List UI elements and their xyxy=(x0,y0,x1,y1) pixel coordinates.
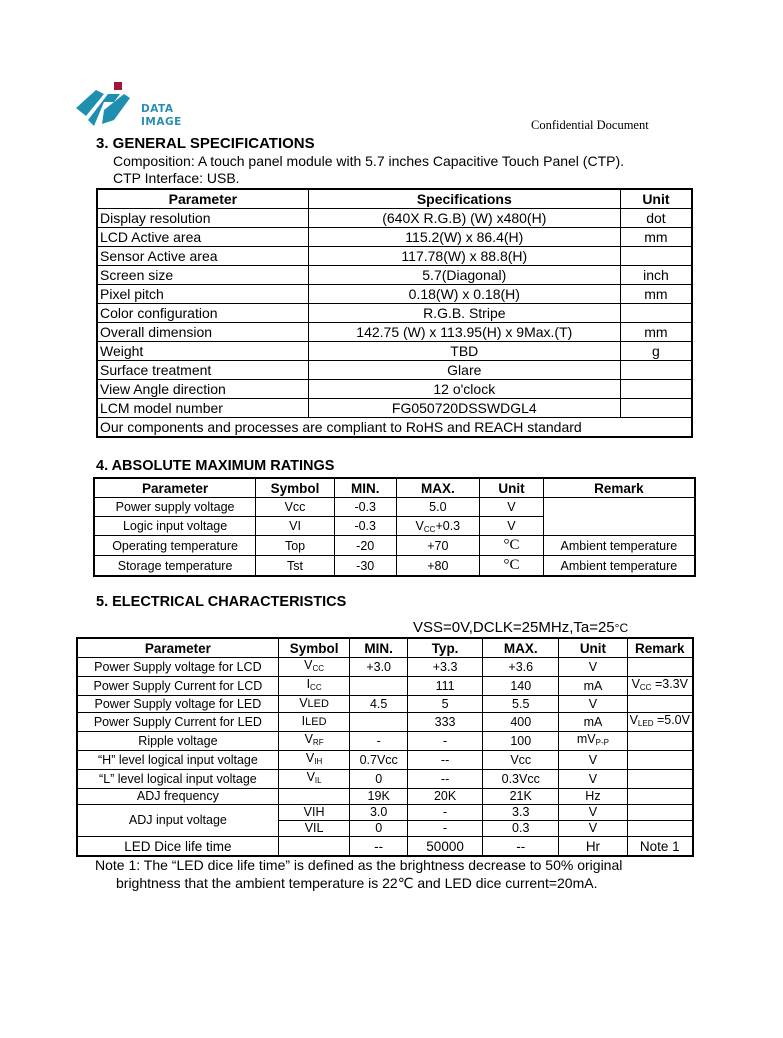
param-cell: “L” level logical input voltage xyxy=(77,770,278,789)
min-cell: +3.0 xyxy=(350,658,408,677)
param-cell: Power Supply voltage for LED xyxy=(77,696,278,713)
remark-cell xyxy=(627,821,693,837)
symbol-cell xyxy=(278,837,350,857)
table-row xyxy=(77,677,693,696)
typ-cell: - xyxy=(407,821,482,837)
spec-cell: Glare xyxy=(308,361,620,380)
symbol-text: V xyxy=(304,658,313,672)
table-row xyxy=(97,266,692,285)
footnote xyxy=(95,856,622,892)
unit-cell: inch xyxy=(620,266,692,285)
max-cell: 5.5 xyxy=(483,696,559,713)
unit-cell: V xyxy=(559,805,627,821)
conditions-unit: °C xyxy=(614,621,629,635)
unit-cell: V xyxy=(559,821,627,837)
symbol-text: I xyxy=(306,677,311,691)
param-cell: Sensor Active area xyxy=(97,247,308,266)
max-cell: +80 xyxy=(396,556,480,577)
remark-subscript: CC xyxy=(639,683,652,692)
param-cell: Color configuration xyxy=(97,304,308,323)
symbol-cell: VIL xyxy=(278,821,350,837)
remark-cell xyxy=(543,498,695,536)
spec-cell: 115.2(W) x 86.4(H) xyxy=(308,228,620,247)
table-row xyxy=(97,304,692,323)
spec-cell: 12 o'clock xyxy=(308,380,620,399)
unit-cell: g xyxy=(620,342,692,361)
absolute-max-ratings-table xyxy=(93,477,696,577)
header-cell: MAX. xyxy=(483,638,559,658)
table-row xyxy=(77,789,693,805)
symbol-cell xyxy=(278,658,350,677)
table-header-row xyxy=(77,638,693,658)
table-row xyxy=(94,556,695,577)
table-row xyxy=(97,380,692,399)
max-cell: 140 xyxy=(483,677,559,696)
unit-cell: V xyxy=(559,696,627,713)
remark-cell: Ambient temperature xyxy=(543,536,695,556)
param-cell: ADJ input voltage xyxy=(77,805,278,837)
section4-title: 4. ABSOLUTE MAXIMUM RATINGS xyxy=(96,458,335,474)
param-cell: LED Dice life time xyxy=(77,837,278,857)
max-cell: +70 xyxy=(396,536,480,556)
typ-cell: 111 xyxy=(407,677,482,696)
typ-cell: 5 xyxy=(407,696,482,713)
min-cell: -0.3 xyxy=(334,517,396,536)
param-cell: Surface treatment xyxy=(97,361,308,380)
remark-symbol: V xyxy=(631,677,640,691)
param-cell: “H” level logical input voltage xyxy=(77,751,278,770)
max-cell: 0.3 xyxy=(483,821,559,837)
symbol-text: V xyxy=(304,732,313,746)
table-row xyxy=(97,418,692,438)
unit-cell: mm xyxy=(620,228,692,247)
max-subscript: CC xyxy=(423,524,436,534)
table-row xyxy=(77,837,693,857)
spec-cell: 0.18(W) x 0.18(H) xyxy=(308,285,620,304)
max-cell: 0.3Vcc xyxy=(483,770,559,789)
header-cell: MIN. xyxy=(334,478,396,498)
max-cell: Vcc xyxy=(483,751,559,770)
header-cell: MIN. xyxy=(350,638,408,658)
section5-title: 5. ELECTRICAL CHARACTERISTICS xyxy=(96,594,347,610)
logo-text-data: DATA xyxy=(141,103,174,115)
spec-cell: 142.75 (W) x 113.95(H) x 9Max.(T) xyxy=(308,323,620,342)
param-cell: Storage temperature xyxy=(94,556,256,577)
max-offset: +0.3 xyxy=(435,518,461,533)
unit-cell: mm xyxy=(620,285,692,304)
param-cell: Display resolution xyxy=(97,209,308,228)
max-cell: 5.0 xyxy=(396,498,480,517)
unit-cell: V xyxy=(480,498,544,517)
unit-cell xyxy=(620,247,692,266)
unit-cell: mm xyxy=(620,323,692,342)
table-header-row xyxy=(97,189,692,209)
electrical-characteristics-table xyxy=(76,637,694,857)
typ-cell: 20K xyxy=(407,789,482,805)
param-cell: View Angle direction xyxy=(97,380,308,399)
symbol-text: V xyxy=(305,751,315,765)
interface-text: CTP Interface: USB. xyxy=(113,170,240,186)
remark-value: =5.0V xyxy=(653,713,690,727)
table-row xyxy=(77,696,693,713)
section3-title: 3. GENERAL SPECIFICATIONS xyxy=(96,135,315,152)
unit-cell: mA xyxy=(559,713,627,732)
unit-cell: V xyxy=(559,770,627,789)
param-cell: Overall dimension xyxy=(97,323,308,342)
table-row xyxy=(97,342,692,361)
symbol-cell xyxy=(278,713,350,732)
max-cell: +3.6 xyxy=(483,658,559,677)
param-cell: Power Supply Current for LED xyxy=(77,713,278,732)
header-cell: Remark xyxy=(627,638,693,658)
symbol-subscript: LED xyxy=(307,698,329,710)
symbol-cell xyxy=(278,677,350,696)
logo-text-image: IMAGE xyxy=(141,116,182,128)
data-image-logo-mark xyxy=(74,80,140,132)
remark-cell xyxy=(627,696,693,713)
symbol-cell: Tst xyxy=(256,556,335,577)
unit-cell: Hz xyxy=(559,789,627,805)
remark-cell: Note 1 xyxy=(627,837,693,857)
symbol-cell xyxy=(278,770,350,789)
unit-cell xyxy=(559,732,627,751)
max-cell: -- xyxy=(483,837,559,857)
remark-cell xyxy=(627,805,693,821)
typ-cell: -- xyxy=(407,751,482,770)
symbol-subscript: CC xyxy=(310,683,322,692)
typ-cell: - xyxy=(407,732,482,751)
typ-cell: -- xyxy=(407,770,482,789)
min-cell: 0.7Vcc xyxy=(350,751,408,770)
spec-cell: FG050720DSSWDGL4 xyxy=(308,399,620,418)
header-cell: Parameter xyxy=(77,638,278,658)
spec-cell: 5.7(Diagonal) xyxy=(308,266,620,285)
param-cell: Weight xyxy=(97,342,308,361)
company-logo xyxy=(74,80,204,132)
header-cell: MAX. xyxy=(396,478,480,498)
remark-cell xyxy=(627,713,693,732)
table-row xyxy=(97,323,692,342)
param-cell: Power supply voltage xyxy=(94,498,256,517)
symbol-cell xyxy=(278,732,350,751)
symbol-cell: Vcc xyxy=(256,498,335,517)
param-cell: Operating temperature xyxy=(94,536,256,556)
unit-cell xyxy=(620,399,692,418)
min-cell xyxy=(350,677,408,696)
spec-cell: R.G.B. Stripe xyxy=(308,304,620,323)
symbol-cell xyxy=(278,696,350,713)
unit-cell xyxy=(620,380,692,399)
table-row xyxy=(77,732,693,751)
header-cell: Parameter xyxy=(94,478,256,498)
remark-cell xyxy=(627,658,693,677)
typ-cell: 333 xyxy=(407,713,482,732)
header-cell: Remark xyxy=(543,478,695,498)
param-cell: LCM model number xyxy=(97,399,308,418)
max-cell xyxy=(396,517,480,536)
table-row xyxy=(94,536,695,556)
header-cell: Unit xyxy=(620,189,692,209)
min-cell xyxy=(350,713,408,732)
remark-cell xyxy=(627,732,693,751)
min-cell: -0.3 xyxy=(334,498,396,517)
table-row xyxy=(97,209,692,228)
remark-cell: Ambient temperature xyxy=(543,556,695,577)
typ-cell: +3.3 xyxy=(407,658,482,677)
max-cell: 21K xyxy=(483,789,559,805)
confidential-label: Confidential Document xyxy=(531,118,649,132)
conditions-text: VSS=0V,DCLK=25MHz,Ta=25 xyxy=(413,619,615,636)
table-row xyxy=(97,228,692,247)
unit-cell: V xyxy=(559,658,627,677)
min-cell: 4.5 xyxy=(350,696,408,713)
min-cell: -30 xyxy=(334,556,396,577)
param-cell: Screen size xyxy=(97,266,308,285)
symbol-text: V xyxy=(306,770,315,784)
symbol-text: I xyxy=(301,714,306,728)
remark-value: =3.3V xyxy=(651,677,688,691)
header-cell: Parameter xyxy=(97,189,308,209)
table-row xyxy=(77,751,693,770)
spec-cell: TBD xyxy=(308,342,620,361)
max-cell: 3.3 xyxy=(483,805,559,821)
table-row xyxy=(77,658,693,677)
symbol-cell: VI xyxy=(256,517,335,536)
header-cell: Unit xyxy=(480,478,544,498)
remark-subscript: LED xyxy=(637,719,654,728)
max-symbol: V xyxy=(415,518,424,533)
unit-text: mV xyxy=(576,732,596,746)
max-cell: 100 xyxy=(483,732,559,751)
remark-cell xyxy=(627,770,693,789)
symbol-cell xyxy=(278,751,350,770)
remark-cell xyxy=(627,789,693,805)
remark-cell xyxy=(627,751,693,770)
symbol-cell: Top xyxy=(256,536,335,556)
unit-cell: Hr xyxy=(559,837,627,857)
typ-cell: 50000 xyxy=(407,837,482,857)
symbol-subscript: RF xyxy=(312,738,324,747)
symbol-cell xyxy=(278,789,350,805)
unit-cell: V xyxy=(559,751,627,770)
param-cell: Pixel pitch xyxy=(97,285,308,304)
min-cell: -20 xyxy=(334,536,396,556)
min-cell: -- xyxy=(350,837,408,857)
table-row xyxy=(77,805,693,821)
param-cell: LCD Active area xyxy=(97,228,308,247)
param-cell: Power Supply Current for LCD xyxy=(77,677,278,696)
compliance-cell: Our components and processes are compliant to RoHS and REACH standard xyxy=(97,418,692,438)
min-cell: 0 xyxy=(350,821,408,837)
min-cell: - xyxy=(350,732,408,751)
symbol-subscript: IH xyxy=(314,757,323,766)
header-cell: Symbol xyxy=(256,478,335,498)
remark-cell xyxy=(627,677,693,696)
unit-cell: °C xyxy=(480,556,544,577)
table-row xyxy=(77,713,693,732)
table-row xyxy=(97,285,692,304)
symbol-text: V xyxy=(299,696,308,710)
min-cell: 3.0 xyxy=(350,805,408,821)
header-cell: Specifications xyxy=(308,189,620,209)
max-cell: 400 xyxy=(483,713,559,732)
unit-cell: °C xyxy=(480,536,544,556)
param-cell: Logic input voltage xyxy=(94,517,256,536)
table-row xyxy=(97,361,692,380)
spec-cell: (640X R.G.B) (W) x480(H) xyxy=(308,209,620,228)
footnote-line-2: brightness that the ambient temperature is 22℃ and LED dice current=20mA. xyxy=(116,875,598,891)
composition-text: Composition: A touch panel module with 5.7 inches Capacitive Touch Panel (CTP). xyxy=(113,153,625,169)
header-cell: Symbol xyxy=(278,638,350,658)
unit-cell xyxy=(620,361,692,380)
param-cell: ADJ frequency xyxy=(77,789,278,805)
general-specifications-table xyxy=(96,188,693,438)
typ-cell: - xyxy=(407,805,482,821)
symbol-subscript: IL xyxy=(314,776,322,785)
table-row xyxy=(77,770,693,789)
unit-subscript: P-P xyxy=(595,738,609,747)
unit-cell xyxy=(620,304,692,323)
min-cell: 0 xyxy=(350,770,408,789)
table-header-row xyxy=(94,478,695,498)
param-cell: Ripple voltage xyxy=(77,732,278,751)
footnote-line-1: Note 1: The “LED dice life time” is defined as the brightness decrease to 50% original xyxy=(95,857,623,873)
unit-cell: dot xyxy=(620,209,692,228)
remark-symbol: V xyxy=(629,713,638,727)
symbol-cell: VIH xyxy=(278,805,350,821)
unit-cell: V xyxy=(480,517,544,536)
symbol-subscript: LED xyxy=(305,716,327,728)
header-cell: Typ. xyxy=(407,638,482,658)
header-cell: Unit xyxy=(559,638,627,658)
table-row xyxy=(94,498,695,517)
min-cell: 19K xyxy=(350,789,408,805)
table-row xyxy=(97,247,692,266)
spec-cell: 117.78(W) x 88.8(H) xyxy=(308,247,620,266)
param-cell: Power Supply voltage for LCD xyxy=(77,658,278,677)
table-row xyxy=(97,399,692,418)
test-conditions xyxy=(413,619,628,636)
symbol-subscript: CC xyxy=(312,664,325,673)
unit-cell: mA xyxy=(559,677,627,696)
